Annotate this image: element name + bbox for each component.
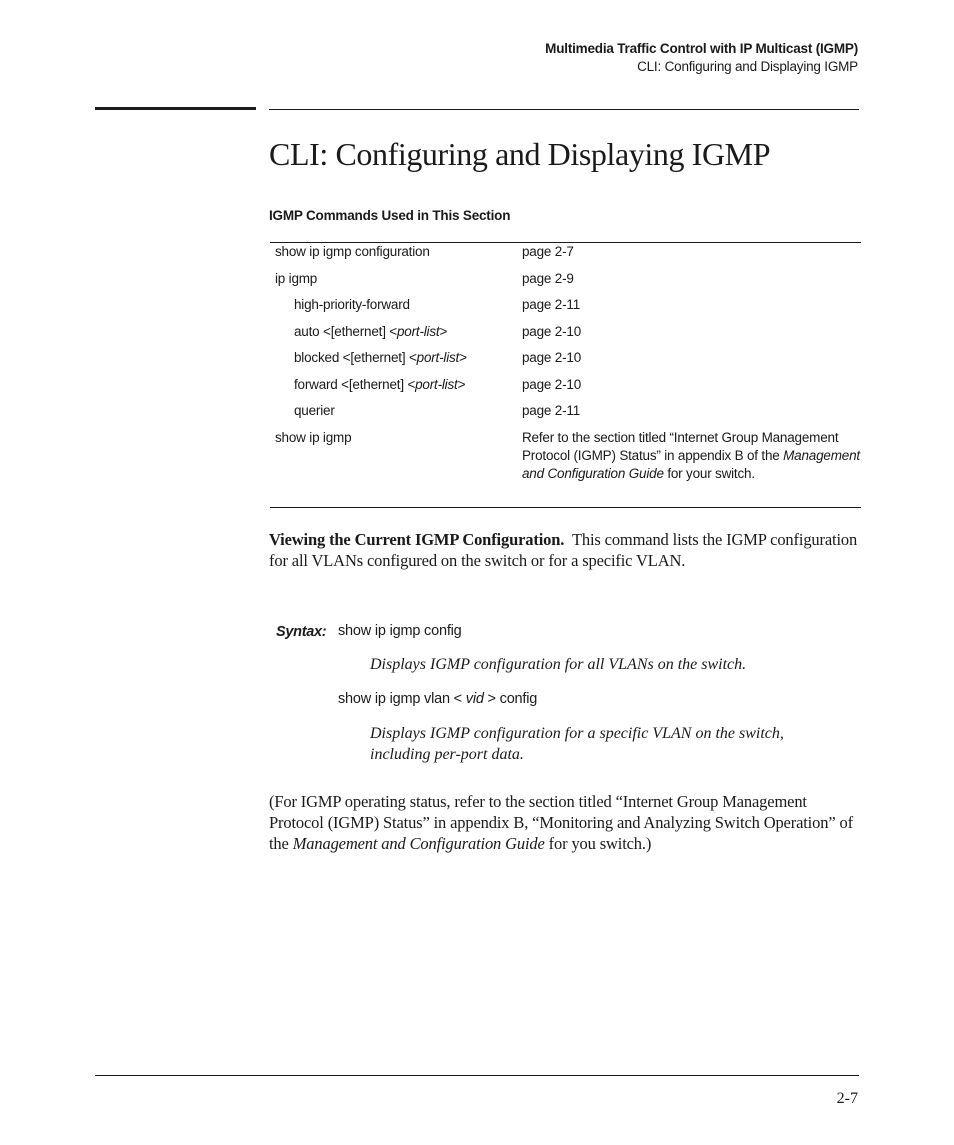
command-parameter: port-list: [396, 323, 440, 339]
command-text-end: >: [457, 376, 466, 392]
left-heading-rule: [95, 107, 256, 110]
reference-cell: page 2-10: [522, 376, 582, 392]
table-bottom-rule: [270, 507, 861, 508]
command-text-end: > config: [483, 691, 538, 707]
command-text: blocked <[ethernet] <: [294, 350, 417, 365]
footer-rule: [95, 1075, 859, 1076]
paragraph-text: (For IGMP operating status, refer to the section titled “Internet Group Management Protocol (IGMP) Status” in appendix B, “Monitoring and Analyzing Switch Operation” of the: [269, 792, 853, 853]
command-cell: ip igmp: [275, 270, 318, 286]
command-cell: show ip igmp configuration: [275, 244, 430, 259]
syntax-command: [338, 691, 537, 707]
command-text-end: >: [459, 350, 467, 365]
command-cell: [270, 323, 522, 350]
command-text-end: >: [439, 323, 448, 339]
syntax-description: Displays IGMP configuration for a specific VLAN on the switch, including per-port data.: [370, 725, 784, 763]
table-row: [270, 402, 860, 429]
guide-title: Management and Configuration Guide: [292, 834, 545, 853]
viewing-paragraph: [269, 529, 861, 571]
reference-cell: [522, 429, 860, 483]
command-cell: high-priority-forward: [294, 297, 410, 312]
command-cell: show ip igmp: [275, 429, 352, 445]
run-in-heading: Viewing the Current IGMP Configuration.: [269, 530, 565, 549]
command-text: auto <[ethernet] <: [294, 323, 397, 339]
reference-cell: page 2-10: [522, 350, 582, 365]
page-number: 2-7: [836, 1090, 858, 1107]
syntax-command: show ip igmp config: [338, 623, 462, 639]
table-row: [270, 323, 860, 350]
reference-text: Refer to the section titled “Internet Group Management Protocol (IGMP) Status” in appendix B of the: [522, 429, 839, 463]
command-parameter: vid: [465, 691, 484, 707]
table-row: [270, 429, 860, 483]
running-header-chapter-title: Multimedia Traffic Control with IP Multicast (IGMP): [545, 41, 858, 56]
command-text: forward <[ethernet] <: [294, 376, 416, 392]
paragraph-text: This command lists the IGMP configuration for all VLANs configured on the switch or for a specific VLAN.: [269, 530, 858, 570]
reference-cell: page 2-7: [522, 244, 574, 259]
note-paragraph: [269, 791, 861, 854]
reference-text-end: for your switch.: [663, 465, 755, 481]
syntax-description: Displays IGMP configuration for all VLANs on the switch.: [370, 656, 747, 673]
syntax-label: Syntax:: [276, 624, 327, 640]
paragraph-text-end: for you switch.): [544, 834, 652, 853]
command-cell: [270, 349, 522, 376]
reference-cell: page 2-9: [522, 270, 574, 286]
command-parameter: port-list: [416, 350, 460, 365]
header-rule: [269, 109, 859, 110]
table-row: [270, 349, 860, 376]
command-cell: [270, 376, 522, 403]
table-row: [270, 243, 860, 270]
table-row: [270, 376, 860, 403]
table-row: [270, 270, 860, 297]
command-text: show ip igmp vlan <: [338, 691, 466, 707]
commands-table: [270, 243, 860, 483]
page-title: CLI: Configuring and Displaying IGMP: [269, 136, 771, 172]
running-header-section-title: CLI: Configuring and Displaying IGMP: [637, 59, 858, 74]
table-caption: IGMP Commands Used in This Section: [269, 208, 511, 223]
reference-cell: page 2-11: [522, 297, 581, 312]
reference-cell: page 2-10: [522, 323, 582, 339]
reference-cell: page 2-11: [522, 403, 581, 418]
command-cell: querier: [294, 403, 335, 418]
table-row: [270, 296, 860, 323]
guide-title: Management and Configuration Guide: [522, 447, 860, 481]
command-parameter: port-list: [415, 376, 458, 392]
